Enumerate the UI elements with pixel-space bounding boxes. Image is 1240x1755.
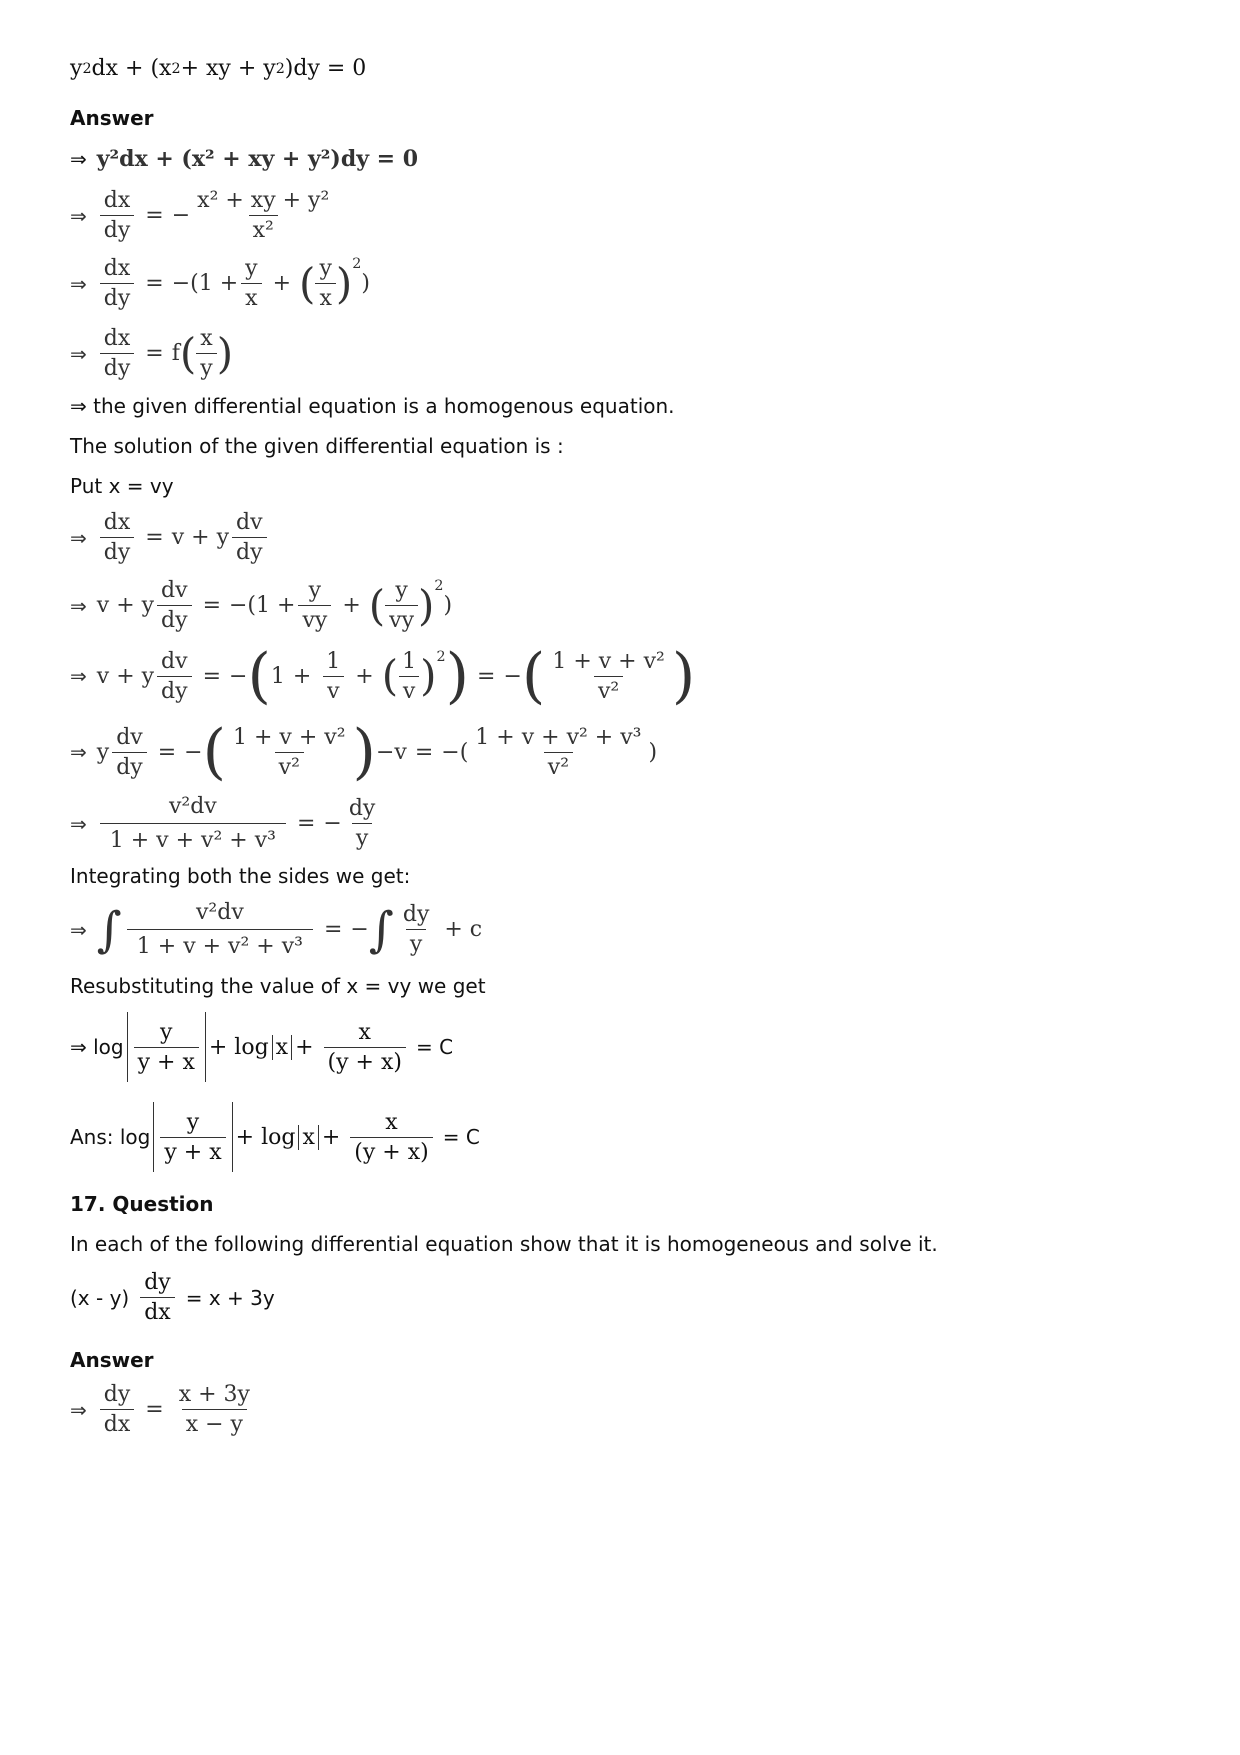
answer-label: Answer <box>70 106 154 130</box>
step-7: ⇒ v + y $\frac{dv}{dy}$ = − ( 1 + $\frac{1}{v}$ + ( $\frac{1}{v}$ ) $^2$ ) = − ( $\frac{\text{1 + v + v²}}{\text{v²}}$ ) <box>70 641 696 711</box>
step-8: ⇒ y $\frac{dv}{dy}$ = − ( $\frac{\text{1 + v + v²}}{\text{v²}}$ ) −v = − ( $\frac{\text{1 + v + v² + v³}}{\text{v²}}$ ) <box>70 717 658 787</box>
answer-17-label: Answer <box>70 1348 154 1372</box>
question-17-equation: (x - y) $\frac{dy}{dx}$ = x + 3y <box>70 1270 275 1325</box>
answer-17-step-1: ⇒ $\frac{dy}{dx}$ = $\frac{x + 3y}{x - y}$ <box>70 1382 250 1437</box>
question-17-statement: In each of the following differential equation show that it is homogeneous and solve it. <box>70 1232 938 1256</box>
step-2: ⇒ $\frac{dx}{dy}$ = − $\frac{\text{x² + xy + y²}}{\text{x²}}$ <box>70 188 330 243</box>
step-6: ⇒ v + y $\frac{dv}{dy}$ = −(1 + $\frac{y}{vy}$ + ( $\frac{y}{vy}$ ) $^2$ ) <box>70 578 453 633</box>
step-11: ⇒ log $\frac{y}{y + x}$ + log x + $\frac{x}{(y + x)}$ = C <box>70 1012 453 1082</box>
homogenous-statement: ⇒ the given differential equation is a homogenous equation. <box>70 394 675 418</box>
step-10: ⇒ ∫ $\frac{\text{v²dv}}{\text{1 + v + v² + v³}}$ = − ∫ $\frac{dy}{y}$ + c <box>70 900 483 959</box>
integrating-statement: Integrating both the sides we get: <box>70 864 411 888</box>
step-3: ⇒ $\frac{dx}{dy}$ = −(1 + $\frac{y}{x}$ + ( $\frac{y}{x}$ ) $^2$ ) <box>70 256 370 311</box>
final-answer: Ans: log $\frac{y}{y + x}$ + log x + $\frac{x}{(y + x)}$ = C <box>70 1102 480 1172</box>
solution-statement: The solution of the given differential equation is : <box>70 434 564 458</box>
step-4: ⇒ $\frac{dx}{dy}$ = f ( $\frac{x}{y}$ ) <box>70 326 234 381</box>
step-9: ⇒ $\frac{\text{v²dv}}{\text{1 + v + v² + v³}}$ = − $\frac{dy}{y}$ <box>70 794 376 853</box>
substitution-statement: Put x = vy <box>70 474 174 498</box>
question-17-heading: 17. Question <box>70 1192 214 1216</box>
resubstitution-statement: Resubstituting the value of x = vy we get <box>70 974 486 998</box>
step-1: ⇒ y²dx + (x² + xy + y²)dy = 0 <box>70 146 419 172</box>
step-5: ⇒ $\frac{dx}{dy}$ = v + y $\frac{dv}{dy}$ <box>70 510 270 565</box>
problem16-equation: y 2 dx + (x 2 + xy + y 2 )dy = 0 <box>70 56 367 81</box>
